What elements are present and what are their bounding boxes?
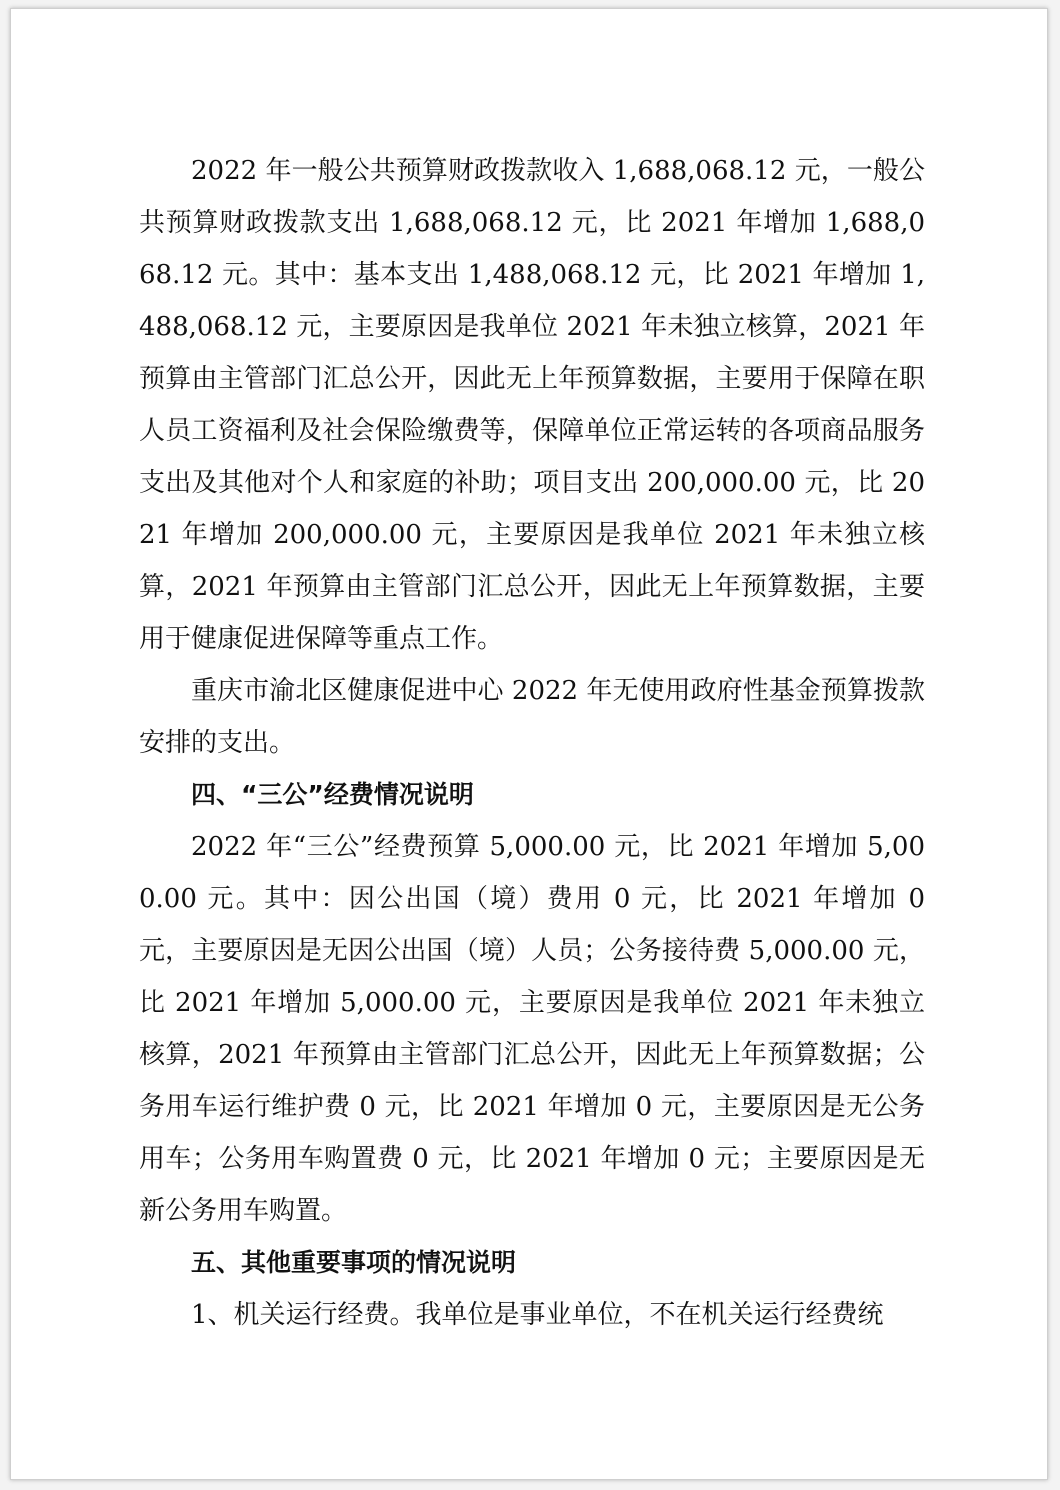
paragraph-other-matters: 1、机关运行经费。我单位是事业单位，不在机关运行经费统 bbox=[191, 1300, 884, 1330]
document-body bbox=[139, 145, 925, 1341]
document-page bbox=[10, 8, 1048, 1480]
paragraph-three-public-expenses: 2022 年“三公”经费预算 5,000.00 元，比 2021 年增加 5,000.00 元。其中：因公出国（境）费用 0 元，比 2021 年增加 0 元，主要原因是无因公出国（境）人员；公务接待费 5,000.00 元，比 2021 年增加 5,000.00 元，主要原因是我单位 2021 年未独立核算，2021 年预算由主管部门汇总公开，因此无上年预算数据；公务用车运行维护费 0 元，比 2021 年增加 0 元，主要原因是无公务用车；公务用车购置费 0 元，比 2021 年增加 0 元；主要原因是无新公务用车购置。 bbox=[139, 832, 925, 1226]
heading-other-matters: 五、其他重要事项的情况说明 bbox=[191, 1248, 517, 1277]
paragraph-government-fund: 重庆市渝北区健康促进中心 2022 年无使用政府性基金预算拨款安排的支出。 bbox=[139, 676, 925, 758]
heading-three-public-expenses: 四、“三公”经费情况说明 bbox=[191, 780, 474, 809]
paragraph-general-budget: 2022 年一般公共预算财政拨款收入 1,688,068.12 元，一般公共预算财政拨款支出 1,688,068.12 元，比 2021 年增加 1,688,068.12 元。其中：基本支出 1,488,068.12 元，比 2021 年增加 1,488,068.12 元，主要原因是我单位 2021 年未独立核算，2021 年预算由主管部门汇总公开，因此无上年预算数据，主要用于保障在职人员工资福利及社会保险缴费等，保障单位正常运转的各项商品服务支出及其他对个人和家庭的补助；项目支出 200,000.00 元，比 2021 年增加 200,000.00 元，主要原因是我单位 2021 年未独立核算，2021 年预算由主管部门汇总公开，因此无上年预算数据，主要用于健康促进保障等重点工作。 bbox=[139, 156, 925, 654]
